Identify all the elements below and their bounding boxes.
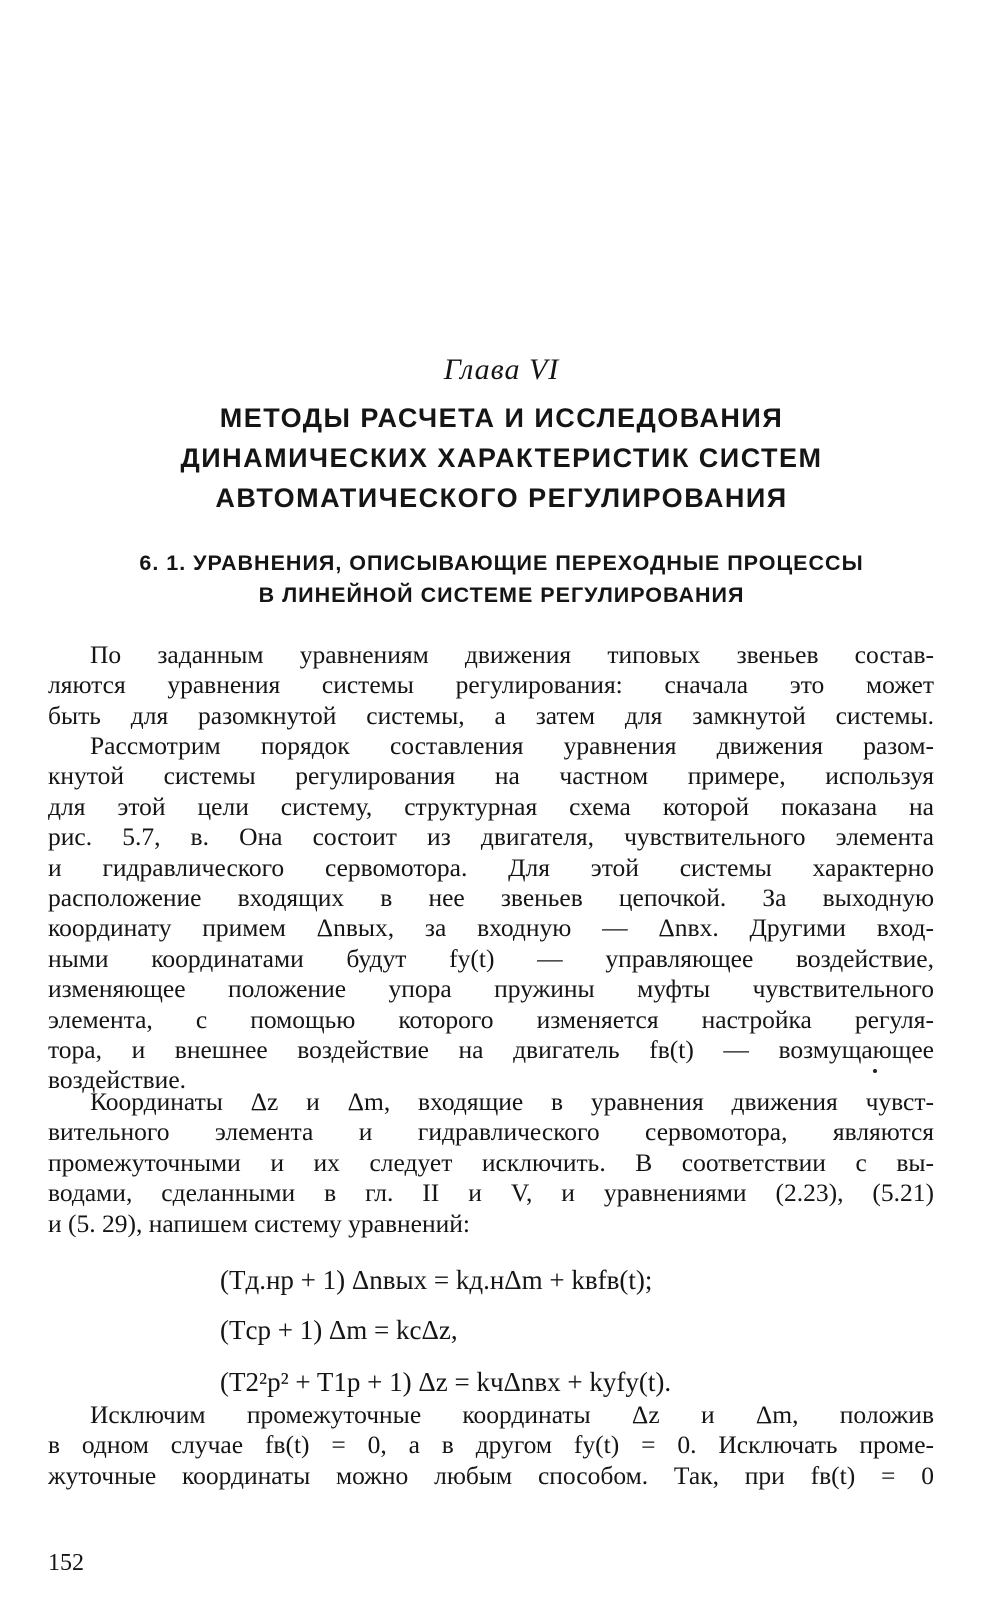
chapter-label: Глава VI — [443, 353, 560, 386]
equation-system — [220, 1255, 870, 1407]
equation-3: (T2²p² + T1p + 1) Δz = kчΔnвх + kуfу(t). — [220, 1367, 672, 1397]
page-number: 152 — [48, 1550, 84, 1576]
text-line: и гидравлического сервомотора. Для этой системы характерно — [48, 852, 934, 882]
paragraph-2 — [48, 731, 934, 1096]
text-line: быть для разомкнутой системы, а затем для замкнутой системы. — [48, 700, 934, 730]
text-line: кнутой системы регулирования на частном примере, используя — [48, 761, 934, 791]
text-line: Координаты Δz и Δm, входящие в уравнения движения чувст- — [90, 1087, 934, 1116]
text-line: для этой цели систему, структурная схема которой показана на — [48, 791, 934, 821]
text-line: По заданным уравнениям движения типовых звеньев состав- — [90, 640, 934, 669]
text-line: изменяющее положение упора пружины муфты чувствительного — [48, 974, 934, 1004]
print-speck — [873, 1069, 877, 1073]
text-line: жуточные координаты можно любым способом. Так, при fв(t) = 0 — [48, 1460, 934, 1490]
text-line: тора, и внешнее воздействие на двигатель fв(t) — возмущающее — [48, 1034, 934, 1064]
text-line: вительного элемента и гидравлического сервомотора, являются — [48, 1117, 934, 1147]
chapter-title — [0, 398, 1003, 518]
paragraph-3 — [48, 1087, 934, 1239]
text-line: элемента, с помощью которого изменяется настройка регуля- — [48, 1004, 934, 1034]
text-line: Рассмотрим порядок составления уравнения движения разом- — [90, 731, 934, 760]
chapter-title-line: МЕТОДЫ РАСЧЕТА И ИССЛЕДОВАНИЯ — [219, 403, 784, 433]
equation-1: (Tд.нp + 1) Δnвых = kд.нΔm + kвfв(t); — [220, 1265, 653, 1295]
text-line: координату примем Δnвых, за входную — Δnвх. Другими вход- — [48, 913, 934, 943]
text-line: расположение входящих в нее звеньев цепочкой. За выходную — [48, 882, 934, 912]
text-line: в одном случае fв(t) = 0, а в другом fу(t) = 0. Исключать проме- — [48, 1430, 934, 1460]
chapter-title-line: АВТОМАТИЧЕСКОГО РЕГУЛИРОВАНИЯ — [215, 483, 788, 513]
equation-2: (Tсp + 1) Δm = kсΔz, — [220, 1315, 458, 1345]
section-title-line: В ЛИНЕЙНОЙ СИСТЕМЕ РЕГУЛИРОВАНИЯ — [258, 583, 745, 607]
text-line: ными координатами будут fу(t) — управляющее воздействие, — [48, 943, 934, 973]
text-line: Исключим промежуточные координаты Δz и Δm, положив — [90, 1400, 934, 1429]
section-title — [0, 547, 1003, 611]
section-title-line: 6. 1. УРАВНЕНИЯ, ОПИСЫВАЮЩИЕ ПЕРЕХОДНЫЕ ПРОЦЕССЫ — [139, 551, 864, 575]
paragraph-1 — [48, 640, 934, 731]
text-line: промежуточными и их следует исключить. В соответствии с вы- — [48, 1147, 934, 1177]
text-line: водами, сделанными в гл. II и V, и уравнениями (2.23), (5.21) — [48, 1178, 934, 1208]
text-line: и (5. 29), напишем систему уравнений: — [48, 1208, 470, 1238]
text-line: воздействие. — [48, 1065, 187, 1095]
text-line: рис. 5.7, в. Она состоит из двигателя, чувствительного элемента — [48, 822, 934, 852]
text-line: ляются уравнения системы регулирования: сначала это может — [48, 670, 934, 700]
paragraph-4 — [48, 1400, 934, 1491]
chapter-title-line: ДИНАМИЧЕСКИХ ХАРАКТЕРИСТИК СИСТЕМ — [180, 443, 823, 473]
